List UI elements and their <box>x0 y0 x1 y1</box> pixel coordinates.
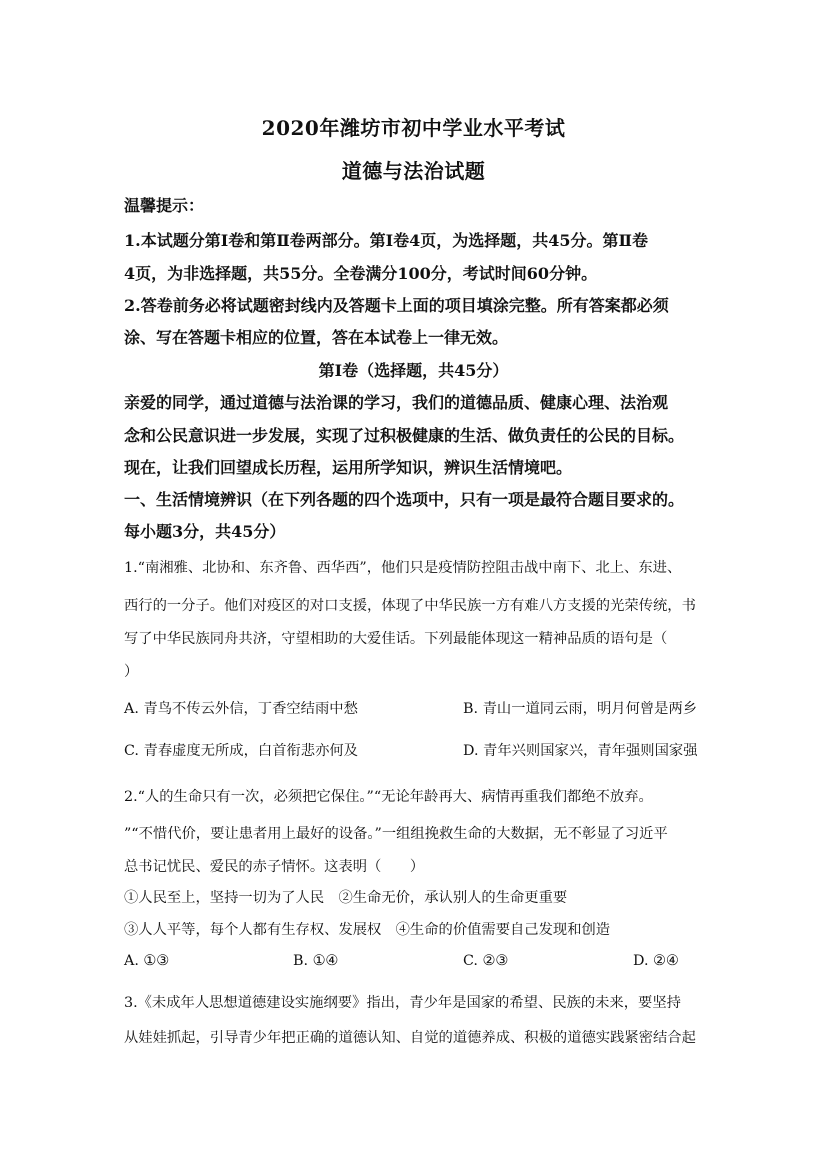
q2-statement-line: ①人民至上，坚持一切为了人民 ②生命无价，承认别人的生命更重要 <box>124 890 568 906</box>
section-heading: 一、生活情境辨识（在下列各题的四个选项中，只有一项是最符合题目要求的。 <box>124 490 685 509</box>
q2-statement-line: ③人人平等，每个人都有生存权、发展权 ④生命的价值需要自己发现和创造 <box>124 922 611 938</box>
q1-stem-line: 写了中华民族同舟共济，守望相助的大爱佳话。下列最能体现这一精神品质的语句是（ <box>124 631 668 647</box>
q2-stem-line: 总书记忧民、爱民的赤子情怀。这表明（ ） <box>124 859 425 875</box>
part1-title: 第Ⅰ卷（选择题，共45分） <box>318 361 509 380</box>
notice-heading: 温馨提示： <box>124 196 205 215</box>
q3-stem-line: 从娃娃抓起，引导青少年把正确的道德认知、自觉的道德养成、积极的道德实践紧密结合起 <box>124 1030 696 1046</box>
q2-option-d: D. ②④ <box>633 953 679 969</box>
notice-line: 2.答卷前务必将试题密封线内及答题卡上面的项目填涂完整。所有答案都必须 <box>124 296 669 315</box>
q1-option-b: B. 青山一道同云雨，明月何曾是两乡 <box>463 701 698 717</box>
q2-stem-line: ”“不惜代价，要让患者用上最好的设备。”一组组挽救生命的大数据，无不彰显了习近平 <box>124 826 668 842</box>
notice-line: 4页，为非选择题，共55分。全卷满分100分，考试时间60分钟。 <box>124 264 598 283</box>
q1-stem-line: 西行的一分子。他们对疫区的对口支援，体现了中华民族一方有难八方支援的光荣传统，书 <box>124 598 696 614</box>
q1-option-c: C. 青春虚度无所成，白首衔悲亦何及 <box>124 743 358 759</box>
notice-line: 涂、写在答题卡相应的位置，答在本试卷上一律无效。 <box>124 328 509 347</box>
section-heading: 每小题3分，共45分） <box>124 522 286 541</box>
q3-stem-line: 3.《未成年人思想道德建设实施纲要》指出，青少年是国家的希望、民族的未来，要坚持 <box>124 995 681 1011</box>
notice-line: 1.本试题分第Ⅰ卷和第Ⅱ卷两部分。第Ⅰ卷4页，为选择题，共45分。第Ⅱ卷 <box>124 231 649 250</box>
intro-line: 念和公民意识进一步发展，实现了过积极健康的生活、做负责任的公民的目标。 <box>124 426 685 445</box>
intro-line: 现在，让我们回望成长历程，运用所学知识，辨识生活情境吧。 <box>124 458 573 477</box>
exam-title: 2020年潍坊市初中学业水平考试 <box>261 116 566 140</box>
q2-stem-line: 2.“人的生命只有一次，必须把它保住。”“无论年龄再大、病情再重我们都绝不放弃。 <box>124 789 653 805</box>
intro-line: 亲爱的同学，通过道德与法治课的学习，我们的道德品质、健康心理、法治观 <box>124 393 669 412</box>
q1-option-a: A. 青鸟不传云外信，丁香空结雨中愁 <box>124 701 358 717</box>
exam-subtitle: 道德与法治试题 <box>341 159 486 183</box>
q2-option-b: B. ①④ <box>293 953 339 969</box>
q2-option-c: C. ②③ <box>463 953 509 969</box>
q1-stem-line: 1.“南湘雅、北协和、东齐鲁、西华西”，他们只是疫情防控阻击战中南下、北上、东进、 <box>124 560 682 576</box>
q2-option-a: A. ①③ <box>124 953 170 969</box>
q1-option-d: D. 青年兴则国家兴，青年强则国家强 <box>463 743 698 759</box>
q1-stem-line: ） <box>124 664 139 680</box>
